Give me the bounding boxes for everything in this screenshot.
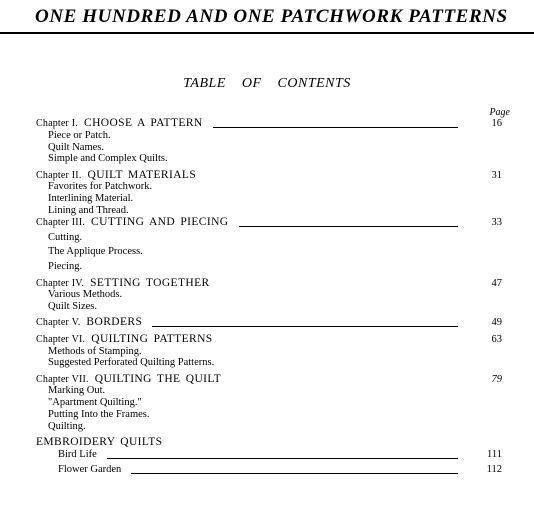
book-title: ONE HUNDRED AND ONE PATCHWORK PATTERNS — [35, 6, 508, 27]
page-number: 47 — [491, 277, 502, 289]
subtopic: Quilt Sizes. — [48, 301, 97, 313]
chapter-3-entry[interactable] — [36, 217, 504, 229]
page-column-label: Page — [489, 107, 510, 118]
subtopic: Lining and Thread. — [48, 205, 129, 217]
subtopic: Cutting. — [48, 231, 83, 243]
subtopic: Methods of Stamping. — [48, 345, 142, 357]
chapter-title: CHOOSE A PATTERN — [84, 117, 203, 129]
chapter-title: SETTING TOGETHER — [90, 276, 210, 289]
subtopic: Favorites for Patchwork. — [48, 181, 153, 193]
entry-title: Bird Life — [58, 448, 97, 460]
page-number: 79 — [491, 373, 502, 385]
dot-leader — [213, 118, 458, 128]
subtopic: Marking Out. — [48, 385, 106, 397]
subtopic: Interlining Material. — [48, 193, 134, 205]
chapter-title: QUILTING PATTERNS — [91, 332, 213, 345]
embroidery-entry[interactable] — [36, 464, 504, 476]
dot-leader — [239, 217, 458, 227]
chapter-number: Chapter V. — [36, 317, 81, 329]
chapter-number: Chapter IV. — [36, 277, 85, 289]
chapter-number: Chapter VII. — [36, 373, 89, 385]
chapter-2-entry[interactable] — [36, 170, 504, 182]
subtopic: Simple and Complex Quilts. — [48, 153, 168, 165]
subtopic: Quilt Names. — [48, 141, 104, 153]
chapter-title: BORDERS — [86, 316, 143, 329]
chapter-5-entry[interactable] — [36, 317, 504, 329]
subtopic: Quilting. — [48, 420, 86, 432]
page-number: 111 — [487, 448, 502, 460]
chapter-4-entry[interactable] — [36, 278, 504, 290]
chapter-title: CUTTING AND PIECING — [91, 215, 229, 228]
chapter-number: Chapter VI. — [36, 333, 86, 345]
chapter-number: Chapter III. — [36, 216, 86, 228]
subtopic: The Applique Process. — [48, 246, 143, 258]
toc-heading: TABLE OF CONTENTS — [183, 76, 351, 91]
chapter-title: QUILT MATERIALS — [87, 168, 197, 181]
subtopic: Piece or Patch. — [48, 129, 111, 141]
chapter-number: Chapter I. — [36, 118, 78, 129]
page-number: 49 — [491, 317, 502, 329]
page-number: 31 — [491, 169, 502, 181]
page-number: 63 — [491, 333, 502, 345]
section-title: EMBROIDERY QUILTS — [36, 436, 163, 449]
chapter-6-entry[interactable] — [36, 334, 504, 346]
entry-title: Flower Garden — [58, 463, 122, 475]
page-number: 16 — [491, 118, 502, 129]
subtopic: Various Methods. — [48, 289, 123, 301]
table-of-contents — [36, 118, 504, 476]
page-number: 33 — [491, 216, 502, 228]
embroidery-entry[interactable] — [36, 449, 504, 461]
dot-leader — [152, 317, 458, 327]
subtopic: Suggested Perforated Quilting Patterns. — [48, 357, 215, 369]
title-rule — [0, 32, 534, 34]
chapter-number: Chapter II. — [36, 169, 82, 181]
dot-leader — [107, 449, 458, 459]
chapter-7-entry[interactable] — [36, 374, 504, 386]
page-number: 112 — [486, 463, 502, 475]
embroidery-heading[interactable] — [36, 437, 504, 449]
subtopic: Putting Into the Frames. — [48, 409, 150, 421]
dot-leader — [131, 464, 458, 474]
chapter-1-entry[interactable] — [36, 118, 504, 130]
chapter-title: QUILTING THE QUILT — [94, 372, 222, 385]
subtopic: "Apartment Quilting." — [48, 397, 142, 409]
subtopic: Piecing. — [48, 261, 83, 273]
